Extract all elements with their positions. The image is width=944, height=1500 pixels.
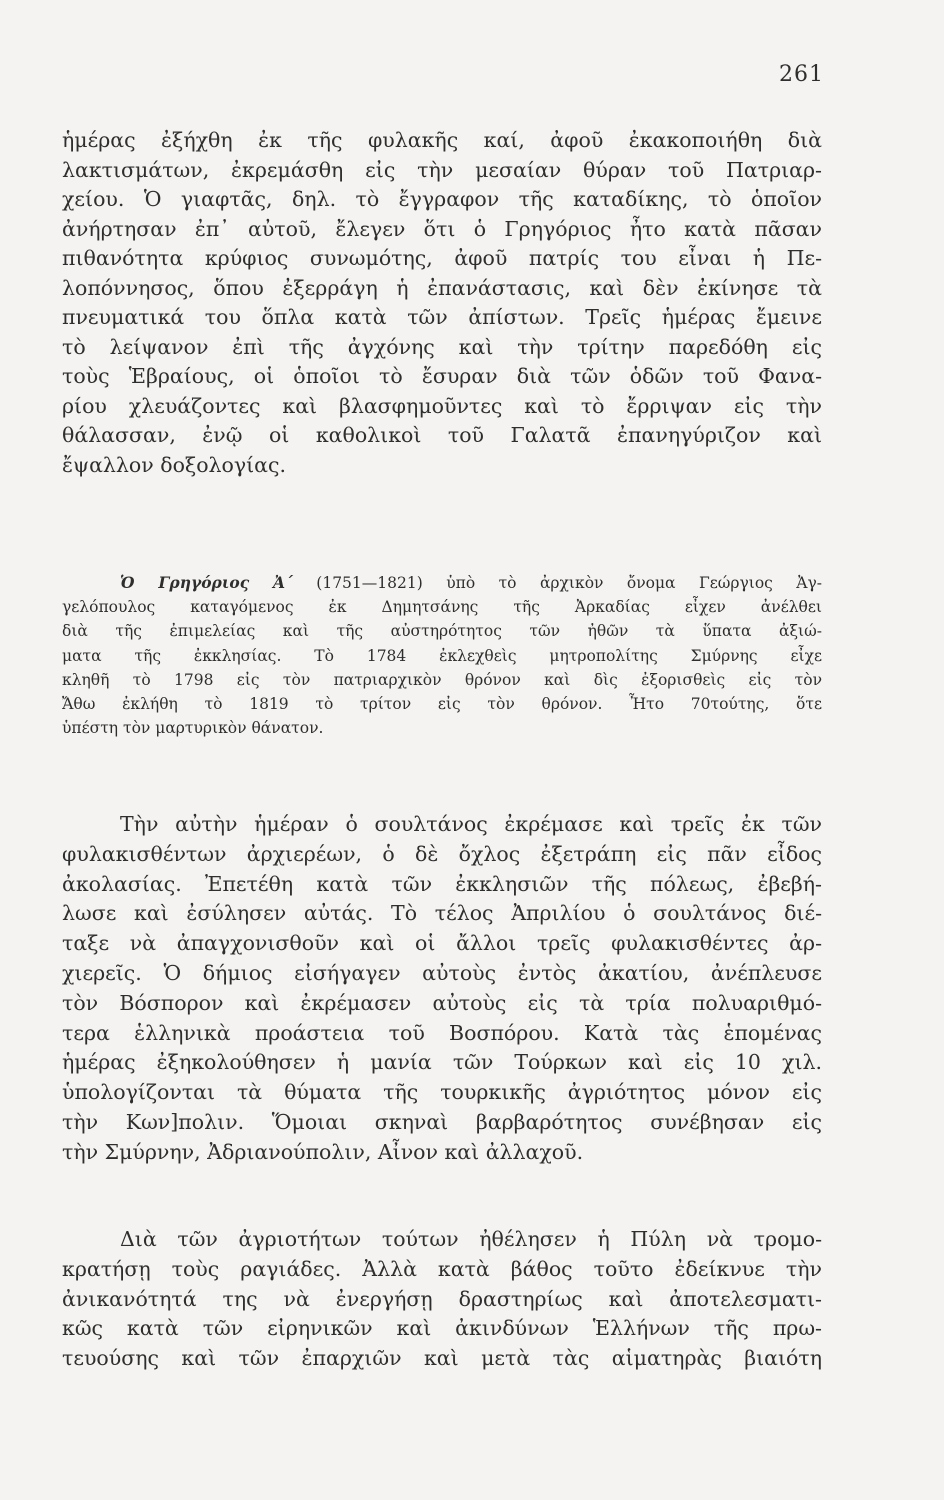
text-line: ἡμέρας ἐξηκολούθησεν ἡ μανία τῶν Τούρκων καὶ εἰς 10 χιλ. — [62, 1050, 822, 1075]
text-line: τὴν Κων]πολιν. Ὅμοιαι σκηναὶ βαρβαρότητος συνέβησαν εἰς — [62, 1109, 822, 1134]
footnote-line: ὑπέστη τὸν μαρτυρικὸν θάνατον. — [62, 719, 324, 738]
paragraph-2 — [62, 810, 822, 1168]
text-line: κρατήσῃ τοὺς ραγιάδες. Ἀλλὰ κατὰ βάθος τοῦτο ἐδείκνυε τὴν — [62, 1256, 822, 1281]
text-line: ἡμέρας ἐξήχθη ἐκ τῆς φυλακῆς καί, ἀφοῦ ἐκακοποιήθη διὰ — [62, 128, 822, 152]
footnote — [62, 571, 822, 740]
text-line: ἀνικανότητά της νὰ ἐνεργήσῃ δραστηρίως καὶ ἀποτελεσματι- — [62, 1286, 822, 1311]
text-line: χιερεῖς. Ὁ δήμιος εἰσήγαγεν αὐτοὺς ἐντὸς ἀκατίου, ἀνέπλευσε — [62, 960, 822, 985]
text-line: πιθανότητα κρύφιος συνωμότης, ἀφοῦ πατρίς του εἶναι ἡ Πε- — [62, 246, 822, 270]
text-line: τοὺς Ἑβραίους, οἱ ὁποῖοι τὸ ἔσυραν διὰ τῶν ὁδῶν τοῦ Φανα- — [62, 364, 822, 388]
text-line: πνευματικά του ὅπλα κατὰ τῶν ἀπίστων. Τρεῖς ἡμέρας ἔμεινε — [62, 305, 822, 329]
text-line: τευούσης καὶ τῶν ἐπαρχιῶν καὶ μετὰ τὰς αἱματηρὰς βιαιότη — [62, 1346, 822, 1371]
text-line: κῶς κατὰ τῶν εἰρηνικῶν καὶ ἀκινδύνων Ἑλλήνων τῆς πρω- — [62, 1316, 822, 1341]
text-line: λοπόννησος, ὅπου ἐξερράγη ἡ ἐπανάστασις, καὶ δὲν ἐκίνησε τὰ — [62, 275, 822, 300]
text-line: τὸν Βόσπορον καὶ ἐκρέμασεν αὐτοὺς εἰς τὰ τρία πολυαριθμό- — [62, 990, 822, 1015]
text-line: λωσε καὶ ἐσύλησεν αὐτάς. Τὸ τέλος Ἀπριλίου ὁ σουλτάνος διέ- — [62, 901, 822, 926]
text-line: λακτισμάτων, ἐκρεμάσθη εἰς τὴν μεσαίαν θύραν τοῦ Πατριαρ- — [62, 157, 822, 182]
text-line: τὴν Σμύρνην, Ἀδριανούπολιν, Αἶνον καὶ ἀλλαχοῦ. — [62, 1139, 584, 1164]
text-line: ἀκολασίας. Ἐπετέθη κατὰ τῶν ἐκκλησιῶν τῆς πόλεως, ἐβεβή- — [62, 871, 822, 896]
paragraph-3 — [62, 1225, 822, 1374]
footnote-name: Ὁ Γρηγόριος Ἀ΄ — [120, 573, 293, 592]
text-line: χείου. Ὁ γιαφτᾶς, δηλ. τὸ ἔγγραφον τῆς καταδίκης, τὸ ὁποῖον — [62, 187, 822, 211]
text-line: φυλακισθέντων ἀρχιερέων, ὁ δὲ ὄχλος ἐξετράπη εἰς πᾶν εἶδος — [62, 841, 822, 866]
text-line: ταξε νὰ ἀπαγχονισθοῦν καὶ οἱ ἄλλοι τρεῖς φυλακισθέντες ἀρ- — [62, 931, 822, 956]
text-line: ὑπολογίζονται τὰ θύματα τῆς τουρκικῆς ἀγριότητος μόνον εἰς — [62, 1080, 822, 1105]
text-line: θάλασσαν, ἐνῷ οἱ καθολικοὶ τοῦ Γαλατᾶ ἐπανηγύριζον καὶ — [62, 423, 822, 447]
footnote-line: γελόπουλος καταγόμενος ἐκ Δημητσάνης τῆς Ἀρκαδίας εἶχεν ἀνέλθει — [62, 598, 822, 617]
footnote-line: διὰ τῆς ἐπιμελείας καὶ τῆς αὐστηρότητος τῶν ἠθῶν τὰ ὕπατα ἀξιώ- — [62, 622, 822, 641]
footnote-first-line — [62, 571, 822, 595]
footnote-line: Ἄθω ἐκλήθη τὸ 1819 τὸ τρίτον εἰς τὸν θρόνον. Ἦτο 70τούτης, ὅτε — [62, 695, 822, 714]
text-line: Τὴν αὐτὴν ἡμέραν ὁ σουλτάνος ἐκρέμασε καὶ τρεῖς ἐκ τῶν — [120, 812, 822, 836]
footnote-first-line-text: (1751—1821) ὑπὸ τὸ ἀρχικὸν ὄνομα Γεώργιος Ἀγ- — [292, 574, 822, 592]
page-number: 261 — [779, 62, 824, 87]
paragraph-1 — [62, 126, 822, 480]
footnote-line: ματα τῆς ἐκκλησίας. Τὸ 1784 ἐκλεχθεὶς μητροπολίτης Σμύρνης εἶχε — [62, 646, 822, 665]
text-line: τὸ λείψανον ἐπὶ τῆς ἀγχόνης καὶ τὴν τρίτην παρεδόθη εἰς — [62, 334, 822, 359]
text-line: ἔψαλλον δοξολογίας. — [62, 452, 287, 477]
text-line: ἀνήρτησαν ἐπ᾽ αὐτοῦ, ἔλεγεν ὅτι ὁ Γρηγόριος ἦτο κατὰ πᾶσαν — [62, 216, 822, 241]
text-line: ρίου χλευάζοντες καὶ βλασφημοῦντες καὶ τὸ ἔρριψαν εἰς τὴν — [62, 393, 822, 418]
footnote-line: κληθῆ τὸ 1798 εἰς τὸν πατριαρχικὸν θρόνον καὶ δὶς ἐξορισθεὶς εἰς τὸν — [62, 670, 822, 689]
text-line: τερα ἑλληνικὰ προάστεια τοῦ Βοσπόρου. Κατὰ τὰς ἑπομένας — [62, 1020, 822, 1045]
text-line: Διὰ τῶν ἀγριοτήτων τούτων ἠθέλησεν ἡ Πύλη νὰ τρομο- — [120, 1227, 822, 1251]
